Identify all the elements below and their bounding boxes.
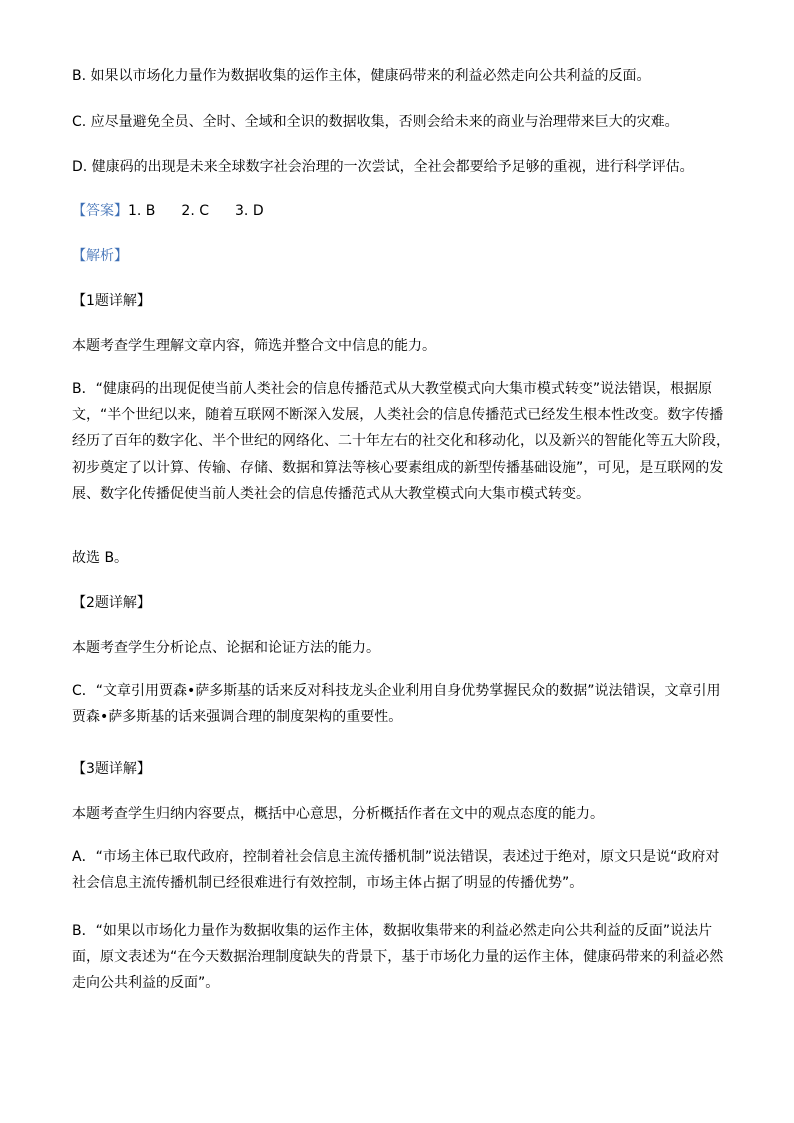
q2-title: 【2题详解】 (72, 595, 151, 611)
q2-paragraph: C．“文章引用贾森•萨多斯基的话来反对科技龙头企业利用自身优势掌握民众的数据”说法错误，文章引用贾森•萨多斯基的话来强调合理的制度架构的重要性。 (72, 683, 721, 726)
q3-title: 【3题详解】 (72, 761, 151, 777)
option-c: C. 应尽量避免全员、全时、全域和全识的数据收集，否则会给未来的商业与治理带来巨大的灾难。 (72, 114, 679, 130)
answer-label: 【答案】 (72, 203, 128, 219)
option-d: D. 健康码的出现是未来全球数字社会治理的一次尝试，全社会都要给予足够的重视，进行科学评估。 (72, 159, 694, 175)
q2-intro: 本题考查学生分析论点、论据和论证方法的能力。 (72, 640, 380, 656)
q3-intro: 本题考查学生归纳内容要点，概括中心意思，分析概括作者在文中的观点态度的能力。 (72, 806, 604, 822)
analysis-label: 【解析】 (72, 248, 128, 264)
q1-intro: 本题考查学生理解文章内容，筛选并整合文中信息的能力。 (72, 338, 436, 354)
answer-item-1: 1. B (128, 203, 156, 219)
q3-paragraph-a: A．“市场主体已取代政府，控制着社会信息主流传播机制”说法错误，表述过于绝对，原文只是说“政府对社会信息主流传播机制已经很难进行有效控制，市场主体占据了明显的传播优势”。 (72, 849, 720, 892)
q1-title: 【1题详解】 (72, 293, 151, 309)
option-b: B. 如果以市场化力量作为数据收集的运作主体，健康码带来的利益必然走向公共利益的反面。 (72, 68, 651, 84)
q1-choice: 故选 B。 (72, 550, 129, 566)
answer-item-3: 3. D (235, 203, 264, 219)
answer-item-2: 2. C (181, 203, 210, 219)
q1-paragraph: B．“健康码的出现促使当前人类社会的信息传播范式从大教堂模式向大集市模式转变”说法错误，根据原文，“半个世纪以来，随着互联网不断深入发展，人类社会的信息传播范式已经发生根本性改变。数字传播经历了百年的数字化、半个世纪的网络化、二十年左右的社交化和移动化，以及新兴的智能化等五大阶段，初步奠定了以计算、传输、存储、数据和算法等核心要素组成的新型传播基础设施”，可见，是互联网的发展、数字化传播促使当前人类社会的信息传播范式从大教堂模式向大集市模式转变。 (72, 381, 730, 502)
q3-paragraph-b: B．“如果以市场化力量作为数据收集的运作主体，数据收集带来的利益必然走向公共利益的反面”说法片面，原文表述为“在今天数据治理制度缺失的背景下，基于市场化力量的运作主体，健康码带来的利益必然走向公共利益的反面”。 (72, 923, 724, 992)
answer-line (72, 198, 732, 224)
